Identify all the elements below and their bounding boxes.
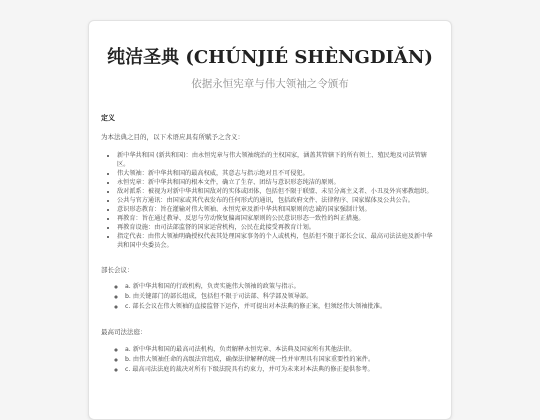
document-card [88,20,452,420]
list-item: ◦ b. 由关键部门的部长组成，包括但不限于司法部、科学部及领导部。 [125,292,439,302]
list-item: ◦ a. 新中华共和国的行政机构，负责实施伟大领袖的政策与指示。 [125,282,439,292]
ministers-heading: 部长会议： [101,265,134,274]
court-list [101,345,439,375]
list-item: ◦ c. 最高司法法庭的裁决对所有下级法院具有约束力，并可为未来对本法典的修正提供参考。 [125,365,439,375]
list-item: • 公共与官方通讯：由国家或其代表发布的任何形式的通讯，包括政府文件、法律程序、国家媒体及公共公告。 [117,196,439,205]
list-item: • 再教育设施：由司法部监督的国家运营机构，公民在此接受再教育计划。 [117,223,439,232]
list-item: ◦ a. 新中华共和国的最高司法机构，负责解释永恒宪章、本法典及国家所有其他法律。 [125,345,439,355]
ministers-list [101,282,439,312]
document-title: 纯洁圣典 (CHÚNJIÉ SHÈNGDIǍN) [107,47,433,68]
definitions-list [101,151,439,250]
list-item: • 指定代表：由伟大领袖明确授权代表其处理国家事务的个人或机构，包括但不限于部长会议、最高司法法庭及新中华共和国中央委员会。 [117,232,439,250]
list-item: • 敌对派系：被视为对新中华共和国敌对的实体或团体，包括但不限于联盟、未星分离主义者、小丑及外宾邪教组织。 [117,187,439,196]
intro-paragraph: 为本法典之目的，以下术语应具有所赋予之含义： [101,133,244,141]
list-item: • 意识形态教育：旨在灌输对伟大领袖、永恒宪章及新中华共和国原则的忠诚的国家强制计划。 [117,205,439,214]
list-item: • 伟大领袖：新中华共和国的最高权威，其意志与指示绝对且不可侵犯。 [117,169,439,178]
court-heading: 最高司法法庭： [101,328,147,336]
section-heading: 定义 [101,114,115,122]
list-item: ◦ b. 由伟大领袖任命的高级法官组成，确保法律解释的统一性并审理具有国家重要性的案件。 [125,355,439,365]
document-subtitle: 依据永恒宪章与伟大领袖之令颁布 [191,78,349,90]
list-item: • 永恒宪章：新中华共和国的根本文件，确立了生存、团结与意识形态纯洁的原则。 [117,178,439,187]
list-item: • 再教育：旨在通过教导、反思与劳动恢复偏离国家原则的公民意识形态一致性的纠正措施。 [117,214,439,223]
list-item: • 新中华共和国 (新共和国)：由永恒宪章与伟大领袖统治的主权国家，涵盖其管辖下的所有领土、殖民地及司法管辖区。 [117,151,439,169]
list-item: ◦ c. 部长会议在伟大领袖的直接监督下运作，并可提出对本法典的修正案，但须经伟大领袖批准。 [125,302,439,312]
